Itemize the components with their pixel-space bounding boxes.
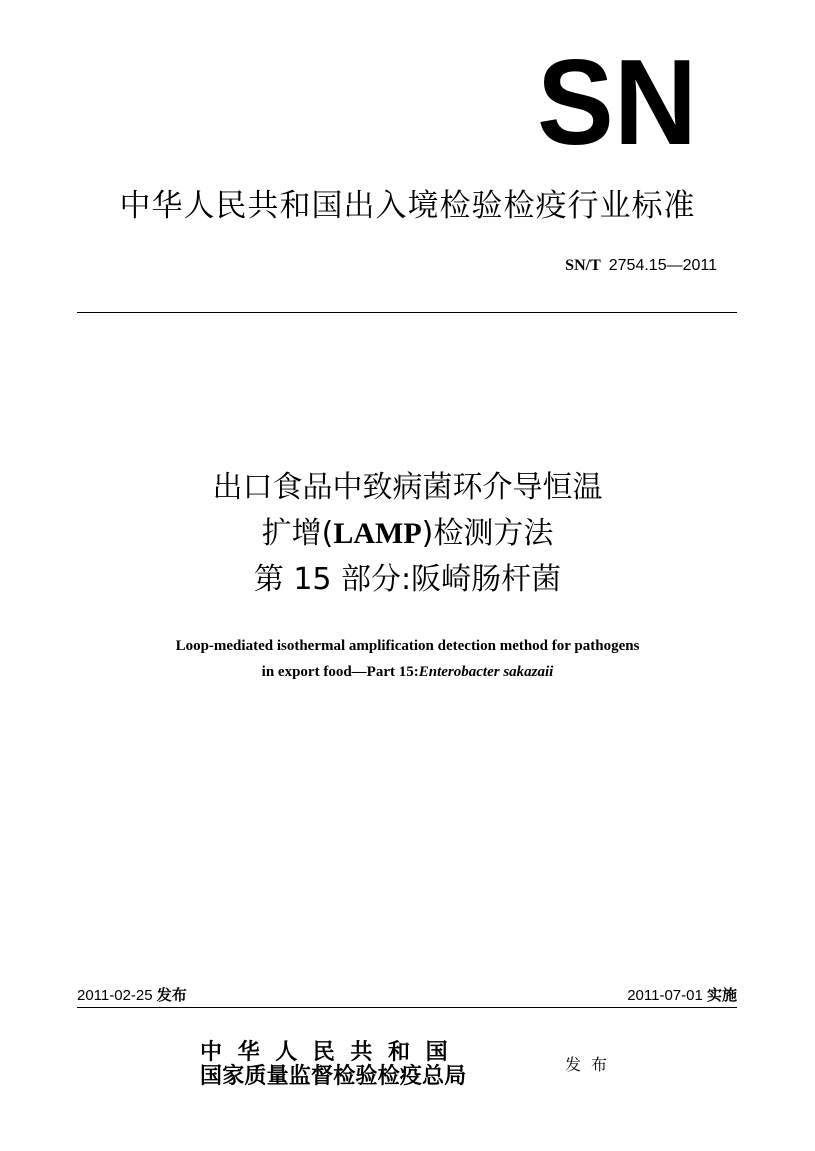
issued-label: 发布 (565, 1055, 618, 1074)
standard-number-value: 2754.15—2011 (608, 257, 717, 274)
title-zh-line-2-pre: 扩增( (261, 516, 334, 551)
title-en-line-2 (0, 664, 815, 681)
standard-code: SN/T (565, 257, 601, 274)
issue-date (77, 984, 187, 1005)
footer-divider (77, 1007, 737, 1008)
standard-category: 中华人民共和国出入境检验检疫行业标准 (119, 188, 696, 224)
title-en-line-2-pre: in export food—Part 15: (261, 664, 419, 680)
issue-date-label: 发布 (156, 986, 187, 1004)
title-zh-line-1: 出口食品中致病菌环介导恒温 (212, 470, 603, 505)
title-en-line-1: Loop-mediated isothermal amplification detection method for pathogens (175, 638, 640, 654)
title-en-species: Enterobacter sakazaii (418, 664, 554, 680)
standard-number (565, 257, 717, 275)
issuer-line-2: 国家质量监督检验检疫总局 (200, 1063, 467, 1089)
header-divider (77, 312, 737, 313)
implementation-date-label: 实施 (706, 986, 737, 1004)
implementation-date (627, 984, 737, 1005)
issuer-line-1: 中华人民共和国 (200, 1039, 464, 1065)
sn-logo (536, 56, 698, 148)
title-zh-line-2 (0, 516, 815, 551)
title-zh-line-3: 第 15 部分:阪崎肠杆菌 (253, 562, 562, 597)
implementation-date-value: 2011-07-01 (627, 987, 703, 1004)
title-zh-line-2-latin: LAMP (333, 517, 422, 550)
title-zh-line-2-post: )检测方法 (421, 516, 554, 551)
issuer-block (200, 1040, 466, 1088)
sn-logo-text: SN (537, 56, 697, 148)
issue-date-value: 2011-02-25 (77, 987, 153, 1004)
